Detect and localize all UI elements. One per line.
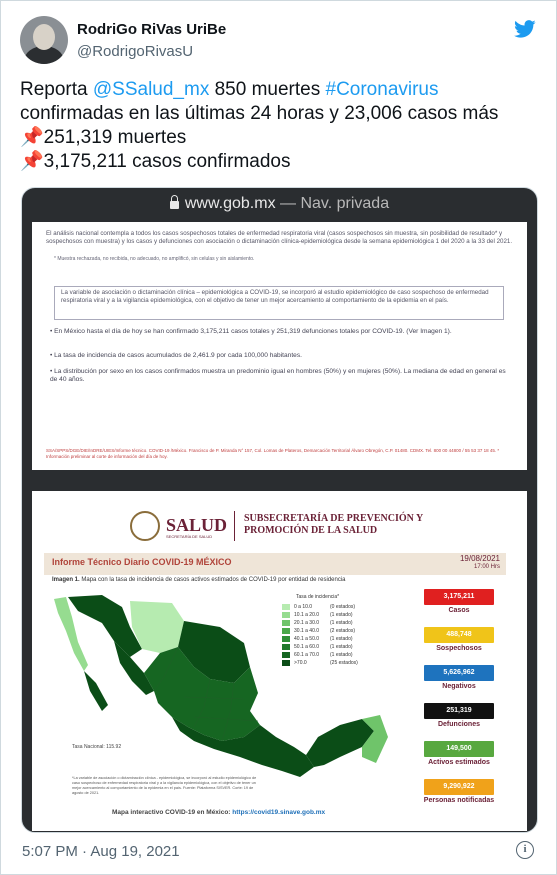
salud-brand: SALUD	[166, 515, 228, 535]
legend-row	[282, 627, 372, 635]
pushpin-icon: 📌	[20, 127, 44, 148]
avatar[interactable]	[20, 16, 68, 64]
legend-swatch	[282, 652, 290, 658]
legend-count: (1 estado)	[330, 652, 353, 658]
author-handle[interactable]: @RodrigoRivasU	[77, 43, 194, 60]
stat-item	[420, 703, 500, 741]
salud-brand-sub: SECRETARÍA DE SALUD	[166, 534, 213, 539]
info-icon[interactable]: i	[516, 841, 534, 859]
stat-label: Negativos	[442, 683, 476, 690]
legend-count: (0 estados)	[330, 604, 356, 610]
map-notes: *La variable de asociación o dictaminación clínica - epidemiológica, se incorporó al estudio epidemiológico de caso sospechoso de enfermedad respiratoria viral y a la vigilancia epidemiológica, con el objetivo de tener un mejor acercamiento al comportamiento de la epidemia en el país. Fuente: Plataforma SISVER. Corte: 19 de agosto de 2021.	[72, 776, 257, 795]
interactive-map-url[interactable]: https://covid19.sinave.gob.mx	[232, 809, 326, 816]
lock-icon	[170, 201, 179, 209]
stat-value: 251,319	[424, 703, 494, 719]
legend-count: (25 estados)	[330, 660, 358, 666]
map-region-yucatan	[306, 719, 374, 767]
stat-label: Activos estimados	[428, 759, 490, 766]
legend-swatch	[282, 644, 290, 650]
stats-panel	[420, 589, 500, 817]
stat-value: 3,175,211	[424, 589, 494, 605]
report-bullet: • La tasa de incidencia de casos acumulados de 2,461.9 por cada 100,000 habitantes.	[50, 352, 302, 359]
stat-value: 5,626,962	[424, 665, 494, 681]
stat-item	[420, 665, 500, 703]
legend-range: 60.1 a 70.0	[294, 652, 320, 658]
legend-swatch	[282, 612, 290, 618]
stat-item	[420, 741, 500, 779]
tweet-text-line3: 251,319 muertes	[43, 127, 187, 148]
report-page-text	[32, 222, 527, 470]
legend-range: 10.1 a 20.0	[294, 612, 320, 618]
tweet-timestamp[interactable]: 5:07 PM · Aug 19, 2021	[22, 843, 180, 860]
legend-swatch	[282, 628, 290, 634]
legend-row	[282, 611, 372, 619]
legend-row	[282, 603, 372, 611]
browser-url-bar	[22, 188, 537, 220]
attached-image[interactable]	[21, 187, 538, 833]
legend-range: 0 a 10.0	[294, 604, 313, 610]
legend-range: 20.1 a 30.0	[294, 620, 320, 626]
stat-label: Casos	[448, 607, 470, 614]
stat-value: 488,748	[424, 627, 494, 643]
legend-range: 30.1 a 40.0	[294, 628, 320, 634]
legend-swatch	[282, 604, 290, 610]
legend-range: >70.0	[294, 660, 307, 666]
stat-label: Defunciones	[437, 721, 480, 728]
pushpin-icon: 📌	[20, 151, 44, 172]
stat-item	[420, 779, 500, 817]
report-banner	[44, 553, 506, 575]
image-caption-text: Mapa con la tasa de incidencia de casos activos estimados de COVID-19 por entidad de residencia	[79, 577, 346, 583]
hashtag-link[interactable]: #Coronavirus	[325, 79, 439, 100]
browser-mode: — Nav. privada	[275, 195, 390, 212]
image-caption-label: Imagen 1.	[52, 577, 80, 583]
brand-divider	[234, 511, 235, 541]
legend-swatch	[282, 620, 290, 626]
report-boxed-note: La variable de asociación o dictaminación clínica – epidemiológica a COVID-19, se incorporó al estudio epidemiológico de caso sospechoso de enfermedad respiratoria viral y a la vigilancia epidemiológica, con el objetivo de tener un mejor acercamiento al comportamiento de la epidemia en el país.	[54, 286, 504, 320]
stat-item	[420, 627, 500, 665]
tasa-nacional: Tasa Nacional: 115.92	[72, 744, 122, 750]
legend-swatch	[282, 636, 290, 642]
tweet-text	[20, 78, 540, 174]
banner-time: 17:00 Hrs	[473, 564, 500, 570]
legend-row	[282, 659, 372, 667]
legend-count: (1 estado)	[330, 636, 353, 642]
legend-count: (2 estados)	[330, 628, 356, 634]
legend-title: Tasa de incidencia*	[296, 594, 340, 600]
stat-value: 9,290,922	[424, 779, 494, 795]
stat-label: Sospechosos	[436, 645, 482, 652]
banner-date-value: 19/08/2021	[459, 554, 500, 563]
map-legend	[282, 594, 372, 667]
legend-row	[282, 635, 372, 643]
banner-title: Informe Técnico Diario COVID-19 MÉXICO	[52, 557, 232, 567]
report-paragraph: El análisis nacional contempla a todos los casos sospechosos totales de enfermedad respiratoria viral (casos sospechosos sin muestra, sin posibilidad de resultado* y sospechosos con muestra) y los casos y defunciones con asociación o dictaminación clínica-epidemiológica desde la semana epidemiológica 1 del 2020 a la 33 del 2021.	[46, 230, 513, 245]
legend-count: (1 estado)	[330, 644, 353, 650]
legend-swatch	[282, 660, 290, 666]
legend-row	[282, 643, 372, 651]
interactive-map-label: Mapa interactivo COVID-19 en México:	[112, 809, 233, 816]
interactive-map-link[interactable]	[112, 809, 325, 816]
author-name[interactable]: RodriGo RiVas UriBe	[77, 21, 227, 38]
government-seal-icon	[130, 511, 160, 541]
report-footer: SSA/SPPS/DGE/DIE/InDRE/UIES/Informe técnico. COVID-19 /México. Francisco de P. Miranda N° 157, Col. Lomas de Plateros, Demarcación Territorial Álvaro Obregón, C.P. 01480. CDMX. Tel. 800 00 44800 / 55 53 37 18 45. * Información preliminar al corte de información del día de hoy.	[46, 448, 500, 459]
legend-rows	[282, 603, 372, 667]
avatar-head-shape	[33, 24, 55, 50]
stat-item	[420, 589, 500, 627]
report-bullet: • La distribución por sexo en los casos confirmados muestra un predominio igual en hombres (50%) y en mujeres (50%). La mediana de edad en general es de 40 años.	[50, 368, 506, 383]
report-footnote: * Muestra rechazada, no recibida, no adecuado, no amplificó, sin celulas y sin aislamiento.	[54, 256, 255, 262]
image-caption	[52, 577, 346, 583]
legend-count: (1 estado)	[330, 620, 353, 626]
map-state-baja-california-sur	[84, 671, 108, 711]
legend-range: 40.1 a 50.0	[294, 636, 320, 642]
twitter-bird-icon[interactable]	[513, 18, 537, 40]
tweet-text-line4: 3,175,211 casos confirmados	[43, 151, 291, 172]
report-page-infographic	[32, 491, 527, 831]
legend-row	[282, 619, 372, 627]
subsecretaria-title: SUBSECRETARÍA DE PREVENCIÓN Y PROMOCIÓN DE LA SALUD	[244, 513, 423, 536]
report-bullet: • En México hasta el día de hoy se han confirmado 3,175,211 casos totales y 251,319 defunciones totales por COVID-19. (Ver Imagen 1).	[50, 328, 452, 335]
tweet-text-line2: confirmadas en las últimas 24 horas y 23,006 casos más	[20, 103, 499, 124]
banner-date	[460, 554, 500, 572]
stat-label: Personas notificadas	[423, 797, 495, 804]
tweet-text-part1: Reporta	[20, 79, 93, 100]
legend-range: 50.1 a 60.0	[294, 644, 320, 650]
mention-link[interactable]: @SSalud_mx	[92, 79, 210, 100]
legend-count: (1 estado)	[330, 612, 353, 618]
stat-value: 149,500	[424, 741, 494, 757]
legend-row	[282, 651, 372, 659]
browser-url: www.gob.mx	[184, 195, 276, 212]
tweet-text-part2: 850 muertes	[209, 79, 326, 100]
